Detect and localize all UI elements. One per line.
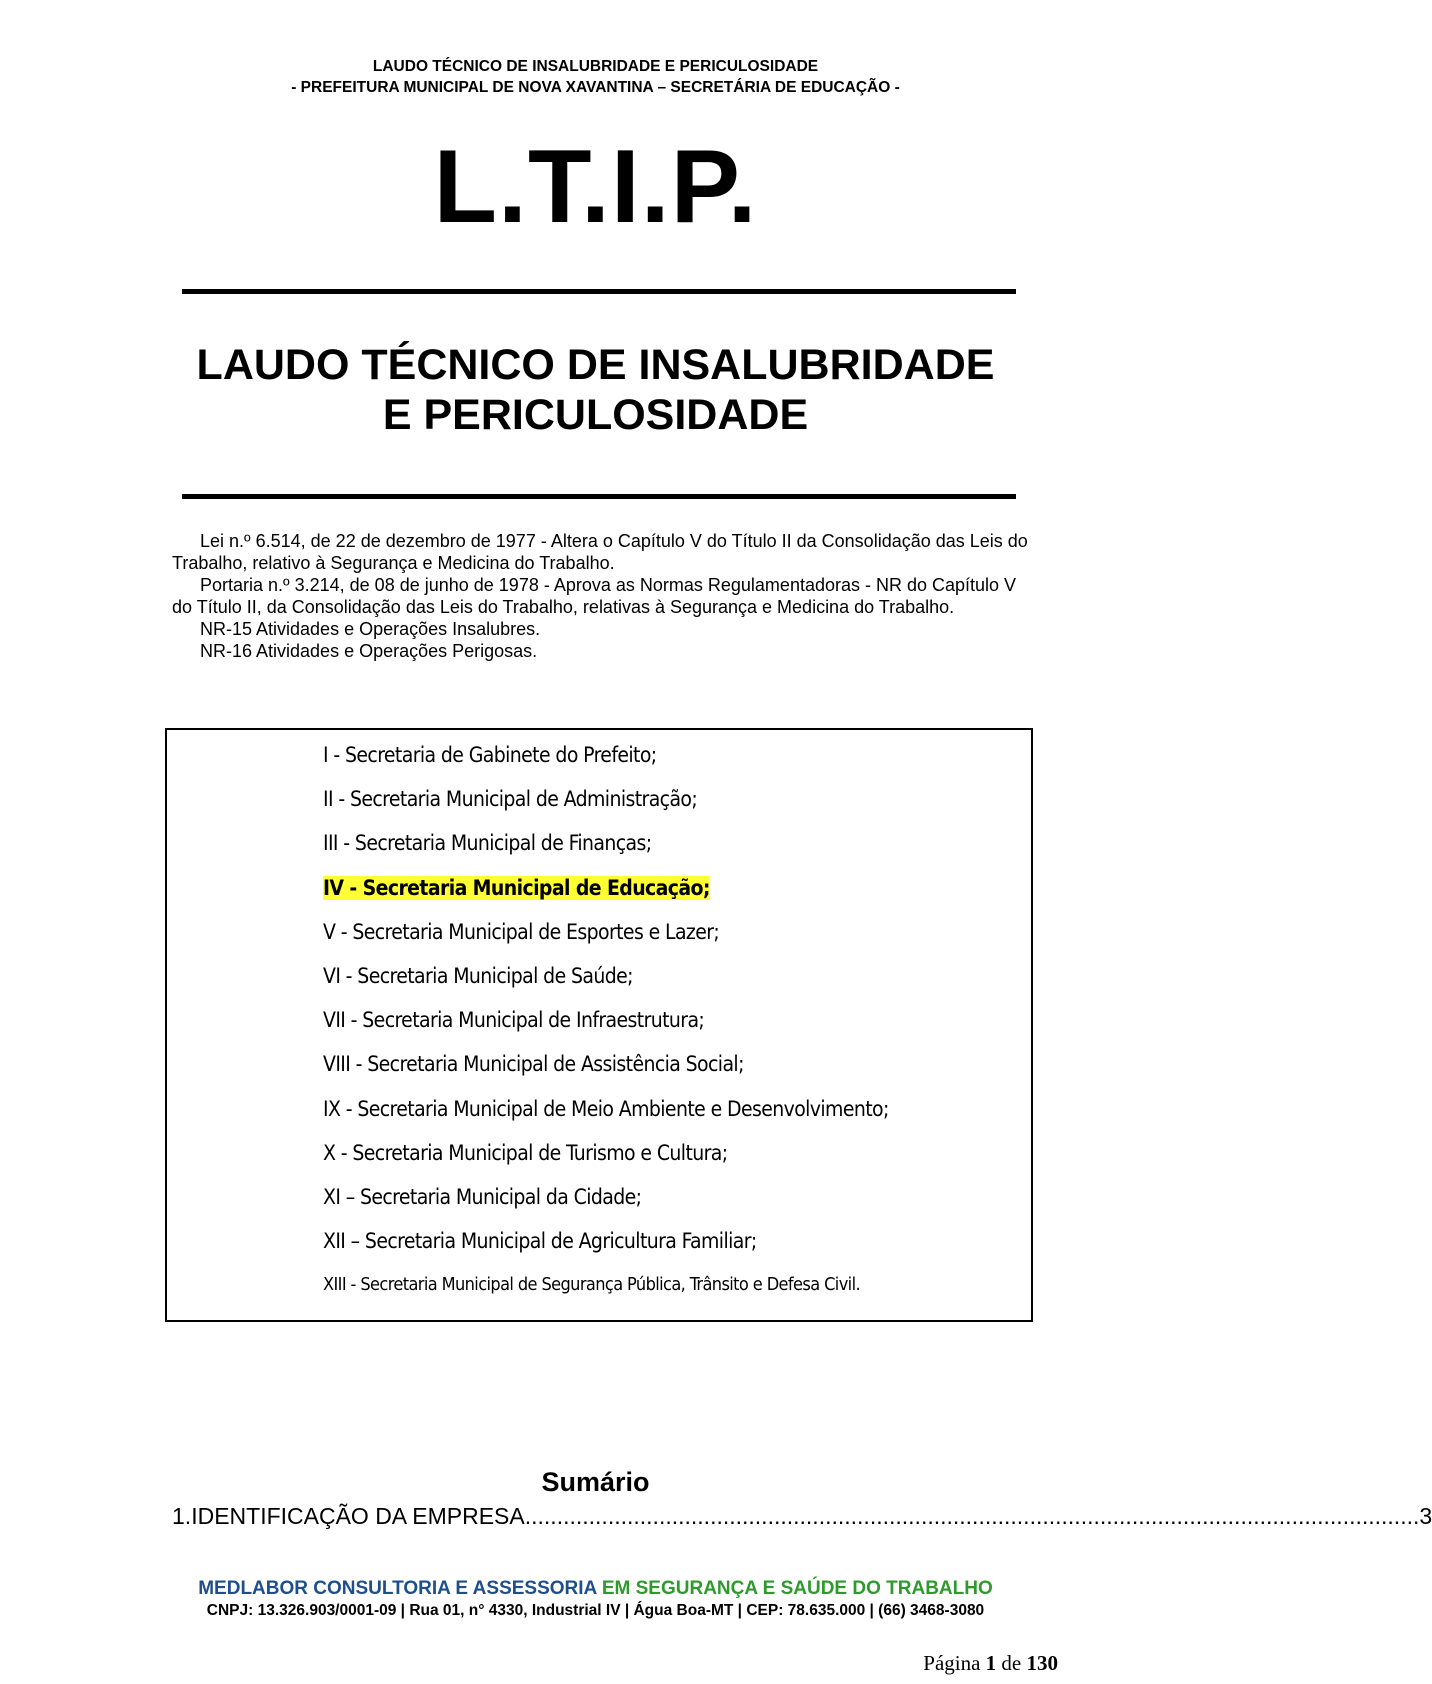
legal-portaria: Portaria n.º 3.214, de 08 de junho de 1978 - Aprova as Normas Regulamentadoras - NR do Capítulo V do Título II, da Consolidação das Leis do Trabalho, relativas à Segurança e Medicina do Trabalho. xyxy=(172,575,1017,617)
list-item: III - Secretaria Municipal de Finanças; xyxy=(323,831,652,856)
toc-entry[interactable] xyxy=(172,1502,1432,1530)
page-separator: de xyxy=(1001,1651,1022,1675)
list-item: XII – Secretaria Municipal de Agricultura Familiar; xyxy=(323,1229,757,1254)
list-item: VII - Secretaria Municipal de Infraestrutura; xyxy=(323,1008,705,1033)
toc-entry-label: IDENTIFICAÇÃO DA EMPRESA xyxy=(191,1503,525,1529)
cover-acronym: L.T.I.P. xyxy=(433,129,758,245)
legal-references xyxy=(172,530,1028,662)
page-label: Página xyxy=(923,1651,981,1675)
list-item: XI – Secretaria Municipal da Cidade; xyxy=(323,1184,642,1209)
page-total: 130 xyxy=(1026,1651,1058,1675)
header-line-1: LAUDO TÉCNICO DE INSALUBRIDADE E PERICULOSIDADE xyxy=(372,58,819,75)
divider-top xyxy=(182,289,1016,294)
document-title-line-1: LAUDO TÉCNICO DE INSALUBRIDADE xyxy=(196,341,995,389)
sumario-title: Sumário xyxy=(541,1467,650,1497)
legal-nr16: NR-16 Atividades e Operações Perigosas. xyxy=(200,641,538,661)
page-number xyxy=(923,1651,1058,1675)
list-item: XIII - Secretaria Municipal de Segurança Pública, Trânsito e Defesa Civil. xyxy=(323,1274,861,1296)
secretarias-list xyxy=(323,740,889,1314)
toc-leader-dots: ............................................................................................................................................ xyxy=(524,1503,1420,1529)
list-item-highlighted: IV - Secretaria Municipal de Educação; xyxy=(323,875,710,900)
list-item: V - Secretaria Municipal de Esportes e Lazer; xyxy=(323,919,720,944)
document-title xyxy=(0,340,1191,440)
list-item: II - Secretaria Municipal de Administração; xyxy=(323,787,698,812)
list-item: IX - Secretaria Municipal de Meio Ambiente e Desenvolvimento; xyxy=(323,1096,889,1121)
list-item: X - Secretaria Municipal de Turismo e Cultura; xyxy=(323,1140,728,1165)
toc-entry-number: 1. xyxy=(172,1503,192,1529)
page-current: 1 xyxy=(985,1651,997,1675)
divider-bottom xyxy=(182,494,1016,499)
footer-company-name: MEDLABOR CONSULTORIA E ASSESSORIA xyxy=(198,1578,597,1599)
footer-company xyxy=(0,1578,1191,1600)
header-line-2: - PREFEITURA MUNICIPAL DE NOVA XAVANTINA – SECRETÁRIA DE EDUCAÇÃO - xyxy=(291,79,900,96)
footer-details: CNPJ: 13.326.903/0001-09 | Rua 01, n° 4330, Industrial IV | Água Boa-MT | CEP: 78.635.000 | (66) 3468-3080 xyxy=(206,1602,985,1619)
list-item: VIII - Secretaria Municipal de Assistência Social; xyxy=(323,1052,744,1077)
document-title-line-2: E PERICULOSIDADE xyxy=(382,391,809,439)
list-item: VI - Secretaria Municipal de Saúde; xyxy=(323,963,633,988)
secretarias-box xyxy=(165,728,1033,1322)
footer-company-tagline: EM SEGURANÇA E SAÚDE DO TRABALHO xyxy=(601,1578,993,1599)
legal-lei: Lei n.º 6.514, de 22 de dezembro de 1977 - Altera o Capítulo V do Título II da Consolidação das Leis do Trabalho, relativo à Segurança e Medicina do Trabalho. xyxy=(172,531,1028,573)
toc-entry-page: 3 xyxy=(1419,1503,1432,1529)
list-item: I - Secretaria de Gabinete do Prefeito; xyxy=(323,743,657,767)
legal-nr15: NR-15 Atividades e Operações Insalubres. xyxy=(200,619,541,639)
